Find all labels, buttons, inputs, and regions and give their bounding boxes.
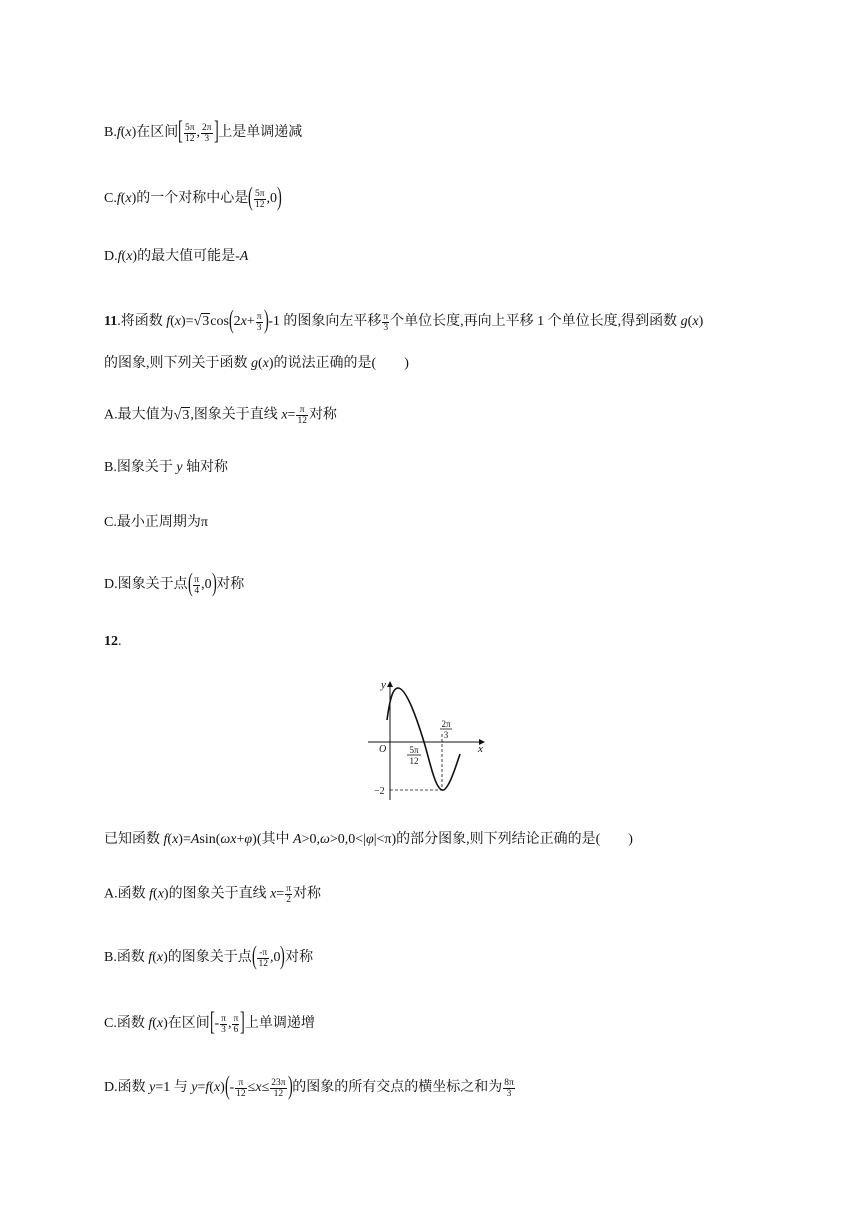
var-x: x [692,314,699,330]
text: ) [698,314,704,330]
fraction [285,884,292,905]
var-f: f [116,125,121,141]
q10-option-d [104,247,248,267]
var-f: f [149,886,154,902]
q11-stem-line2 [104,354,409,374]
left-paren: ( [251,941,257,970]
text: .将函数 [117,314,167,330]
right-paren: ) [276,182,282,211]
var-x: x [262,356,269,371]
text: )的图象关于直线 [163,886,271,902]
var-f: f [166,314,171,330]
text: ( [687,314,693,330]
text: 2 [233,314,241,330]
text: )在区间 [131,125,179,141]
sqrt-icon: √ [173,407,182,423]
text: B.图象关于 [104,460,177,475]
text: = [287,407,296,423]
denominator: 4 [194,585,200,596]
var-g: g [251,356,258,371]
fraction [257,948,269,969]
var-x: x [126,249,133,264]
right-bracket: ] [213,116,219,145]
text: - [229,1080,235,1096]
text: 上单调递增 [244,1016,315,1032]
numerator: π [286,884,291,894]
text: A.最大值为 [104,407,174,423]
text: )= [178,832,191,847]
left-bracket: [ [209,1007,215,1036]
numerator: π [235,1078,247,1089]
var-y: y [191,1080,198,1096]
fraction [232,1014,239,1035]
var-y: y [176,460,183,475]
right-paren: ) [211,568,217,597]
left-paren: ( [224,1071,230,1100]
var-omega: ω [319,832,330,847]
denominator: 12 [297,416,307,426]
fraction [382,312,389,333]
var-a: A [190,832,200,847]
q12-stem [104,830,633,850]
x-axis-label: x [478,743,483,755]
text: - [214,1016,220,1032]
fraction [254,189,266,210]
text: )的说法正确的是( [268,356,377,371]
text: )在区间 [163,1016,210,1032]
numerator: 8π [504,1077,514,1088]
q11-option-c [104,513,208,533]
text: ( [170,314,175,330]
sine-curve [387,688,460,790]
text: 的图象的所有交点的横坐标之和为 [292,1080,503,1096]
q11-option-a [104,405,337,426]
text: ( [209,1080,214,1096]
text: = [276,886,285,902]
sqrt-icon: √ [193,314,202,330]
text: ( [152,950,157,966]
text: D. [104,249,118,264]
denominator: 12 [258,958,268,969]
text: ( [120,191,126,207]
text: )(其中 [252,832,293,847]
var-a: A [293,832,302,847]
var-f: f [205,1080,210,1096]
left-paren: ( [228,305,234,334]
min-label: −2 [374,786,385,797]
var-a: A [239,249,249,264]
text: 对称 [285,950,314,966]
text: 的图象,则下列关于函数 [104,356,251,371]
tick-5pi-12-numerator: 5π [409,745,419,755]
var-x: x [156,1016,164,1032]
q12-number [104,632,122,652]
var-g: g [680,314,688,330]
text: )的图象关于点 [163,950,252,966]
text: D.图象关于点 [104,577,188,593]
text: + [246,314,255,330]
numerator: 5π [254,188,265,199]
text: C. [104,191,117,207]
text: ) [404,356,409,371]
text: ( [153,886,158,902]
text: ) [220,1080,225,1096]
denominator: 3 [383,322,389,333]
text: C.最小正周期为π [104,515,208,530]
question-number: 12 [104,634,118,649]
text: >0,0<| [329,832,366,847]
text: , [196,125,201,141]
text: sin( [199,832,221,847]
question-number: 11 [104,314,118,330]
text: 对称 [216,577,245,593]
denominator: 3 [221,1024,226,1035]
text: 对称 [293,886,321,902]
denominator: 3 [204,133,210,144]
text: B. [104,125,117,141]
text: ) [628,832,633,847]
text: B.函数 [104,950,149,966]
var-x: x [125,191,132,207]
text: , [227,1016,232,1032]
var-x: x [125,125,132,141]
numerator: -π [259,947,268,958]
fraction [503,1078,515,1099]
var-f: f [148,950,153,966]
tick-2pi-3-numerator: 2π [441,719,451,729]
q12-option-d [104,1071,516,1101]
var-f: f [117,249,122,264]
text: cos [210,314,229,330]
text: )= [181,314,194,330]
right-bracket: ] [240,1007,245,1036]
numerator: 23π [271,1077,286,1088]
var-x: x [213,1080,221,1096]
denominator: 3 [506,1088,512,1099]
denominator: 12 [273,1088,284,1099]
text: C.函数 [104,1016,149,1032]
text: ( [121,249,127,264]
denominator: 12 [184,133,195,144]
tick-2pi-3-denominator: 3 [443,730,449,740]
text: )的一个对称中心是 [131,191,249,207]
text: -1 的图象向左平移 [268,314,382,330]
text: ,0 [266,191,278,207]
var-omega: ω [220,832,231,847]
numerator: π [383,311,389,322]
text: . [118,634,122,649]
text: 已知函数 [104,832,164,847]
var-f: f [148,1016,153,1032]
text: 个单位长度,再向上平移 1 个单位长度,得到函数 [390,314,681,330]
denominator: 3 [256,322,262,333]
right-paren: ) [280,941,286,970]
text: >0, [301,832,320,847]
fraction [193,575,200,596]
answer-blank [600,832,628,847]
text: ≤ [261,1080,270,1096]
q11-stem-line1 [104,305,704,335]
y-axis-label: y [381,679,386,691]
text: ≤ [247,1080,256,1096]
q12-option-c [104,1007,315,1037]
numerator: π [256,311,262,322]
right-paren: ) [287,1071,293,1100]
sine-graph-figure [362,676,492,806]
numerator: 2π [202,122,212,133]
left-paren: ( [187,568,193,597]
fraction [296,405,308,426]
text: =1 与 [155,1080,192,1096]
q12-option-b [104,941,314,971]
var-x: x [240,314,247,330]
radicand: 3 [182,407,190,423]
text: ( [258,356,263,371]
left-bracket: [ [178,116,184,145]
denominator: 12 [254,199,265,210]
q10-option-c [104,182,282,212]
left-paren: ( [248,182,254,211]
var-x: x [172,832,179,847]
text: ( [152,1016,157,1032]
text: 轴对称 [182,460,229,475]
var-phi: φ [365,832,374,847]
fraction [270,1078,286,1099]
radicand: 3 [202,314,210,330]
text: )的最大值可能是- [132,249,240,264]
q10-option-b [104,116,303,146]
q11-option-b [104,458,228,478]
var-x: x [174,314,182,330]
fraction [256,312,263,333]
text: ( [120,125,126,141]
text: A.函数 [104,886,150,902]
tick-5pi-12-denominator: 12 [409,756,419,766]
var-f: f [116,191,121,207]
right-paren: ) [263,305,269,334]
fraction [201,123,213,144]
text: = [197,1080,206,1096]
q11-option-d [104,568,245,598]
numerator: π [221,1013,226,1024]
origin-label: O [379,744,387,755]
text: 对称 [308,407,337,423]
var-x: x [270,886,277,902]
var-x: x [230,832,237,847]
var-x: x [157,886,164,902]
text: ,0 [269,950,281,966]
text: ( [167,832,173,847]
fraction [220,1014,227,1035]
var-x: x [255,1080,262,1096]
text: D.函数 [104,1080,150,1096]
text: 上是单调递减 [218,125,303,141]
numerator: π [296,405,308,416]
text: ,0 [201,577,212,593]
denominator: 2 [286,895,291,905]
text: |<π)的部分图象,则下列结论正确的是( [373,832,601,847]
numerator: π [194,574,200,585]
text: ,图象关于直线 [190,407,282,423]
var-y: y [149,1080,156,1096]
numerator: 5π [184,122,195,133]
var-x: x [281,407,288,423]
denominator: 12 [236,1088,246,1099]
fraction [235,1078,247,1099]
var-phi: φ [244,832,253,847]
text: + [236,832,245,847]
fraction [184,123,196,144]
answer-blank [376,356,404,371]
numerator: π [233,1013,239,1024]
denominator: 6 [233,1024,239,1035]
q12-option-a [104,884,321,905]
var-x: x [156,950,164,966]
var-f: f [163,832,168,847]
